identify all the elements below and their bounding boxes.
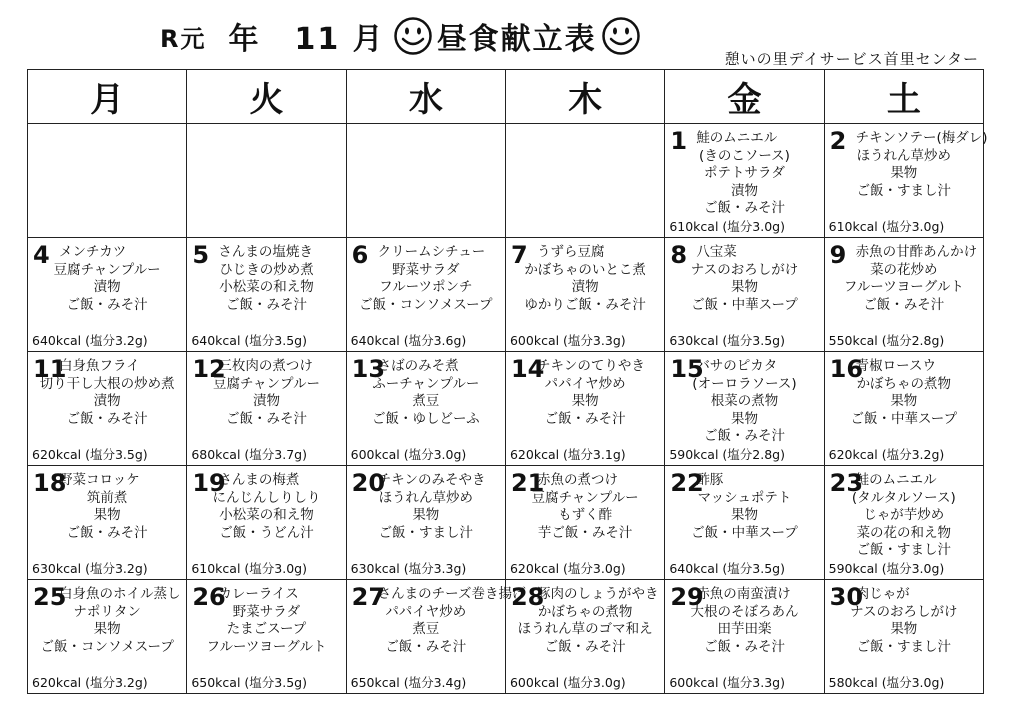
day-number: 11 <box>33 355 67 383</box>
menu-item: にんじんしりしり <box>212 489 321 506</box>
day-number: 8 <box>670 241 688 269</box>
day-cell <box>824 238 983 352</box>
menu-item: ひじきの炒め煮 <box>219 261 314 278</box>
menu-list <box>825 238 983 314</box>
menu-item: 煮豆 <box>412 621 440 637</box>
menu-item: 小松菜の和え物 <box>219 279 314 295</box>
calorie-salt-info: 630kcal (塩分3.5g) <box>669 333 785 348</box>
menu-item: ご飯・すまし汁 <box>378 524 474 541</box>
calorie-salt-info: 650kcal (塩分3.5g) <box>191 675 307 690</box>
menu-item: ご飯・みそ汁 <box>66 524 148 541</box>
menu-item: 野菜サラダ <box>392 261 460 278</box>
day-cell <box>28 352 187 466</box>
calorie-salt-info: 620kcal (塩分3.2g) <box>828 447 945 462</box>
day-cell <box>665 238 824 352</box>
empty-day-cell <box>505 124 664 238</box>
day-number: 7 <box>510 241 528 269</box>
day-cell <box>824 580 983 694</box>
weekday-header: 土 <box>824 70 983 124</box>
calorie-salt-info: 640kcal (塩分3.5g) <box>669 561 785 576</box>
calorie-salt-info: 590kcal (塩分2.8g) <box>669 447 785 462</box>
calorie-salt-info: 640kcal (塩分3.5g) <box>191 333 307 348</box>
menu-item: 肉じゃが <box>855 586 910 602</box>
smiley-face-icon <box>393 16 433 56</box>
week-row <box>28 352 984 466</box>
menu-item: 白身魚のホイル蒸し <box>59 586 181 602</box>
menu-list <box>187 238 345 314</box>
menu-item: ご飯・コンソメスープ <box>359 296 493 313</box>
menu-item: ご飯・みそ汁 <box>703 638 785 655</box>
menu-item: ポテトサラダ <box>704 165 785 181</box>
menu-item: ご飯・みそ汁 <box>863 296 945 313</box>
menu-item: 果物 <box>93 621 121 637</box>
menu-item: ご飯・コンソメスープ <box>40 638 174 655</box>
menu-item: チキンソテー(梅ダレ) <box>855 130 988 146</box>
menu-item: 果物 <box>890 393 918 409</box>
day-number: 19 <box>192 469 226 497</box>
menu-item: 赤魚の南蛮漬け <box>696 586 791 602</box>
menu-item: ふーチャンプルー <box>372 375 480 392</box>
menu-item: パパイヤ炒め <box>544 375 626 392</box>
day-number: 6 <box>351 241 369 269</box>
menu-item: さばのみそ煮 <box>377 358 459 374</box>
menu-item: もずく酢 <box>558 507 613 523</box>
day-cell <box>346 580 526 694</box>
menu-list <box>506 238 664 314</box>
day-number: 30 <box>829 583 864 611</box>
calorie-salt-info: 580kcal (塩分3.0g) <box>828 675 945 690</box>
menu-item: (オーロラソース) <box>692 375 797 392</box>
menu-item: 田芋田楽 <box>717 621 772 637</box>
menu-list <box>28 238 186 314</box>
week-row <box>28 466 984 580</box>
menu-item: 白身魚フライ <box>59 358 140 374</box>
menu-item: ご飯・みそ汁 <box>703 428 785 444</box>
menu-item: かぼちゃのいとこ煮 <box>524 261 646 278</box>
menu-item: ナスのおろしがけ <box>850 603 958 620</box>
weekday-header: 水 <box>346 70 505 124</box>
calorie-salt-info: 600kcal (塩分3.0g) <box>350 447 467 462</box>
menu-item: 果物 <box>730 507 758 523</box>
menu-item: 根菜の煮物 <box>710 393 779 409</box>
menu-item: ご飯・中華スープ <box>691 296 798 313</box>
menu-item: パパイヤ炒め <box>385 603 467 620</box>
day-number: 14 <box>510 355 545 383</box>
menu-item: さんまのチーズ巻き揚げ <box>377 586 526 602</box>
menu-item: ナポリタン <box>73 603 141 620</box>
menu-item: ご飯・中華スープ <box>691 524 798 541</box>
menu-item: 野菜コロッケ <box>59 472 140 488</box>
day-cell <box>665 124 824 238</box>
day-cell <box>824 466 983 580</box>
menu-item: ご飯・みそ汁 <box>544 410 626 427</box>
menu-item: 青椒ロースウ <box>855 358 936 374</box>
day-cell <box>505 580 664 694</box>
menu-item: 豆腐チャンプルー <box>531 489 639 506</box>
day-cell <box>505 238 664 352</box>
empty-day-cell <box>28 124 187 238</box>
menu-item: うずら豆腐 <box>536 244 605 260</box>
day-number: 5 <box>192 241 210 269</box>
weekday-header: 月 <box>28 70 187 124</box>
menu-item: ご飯・みそ汁 <box>66 410 148 427</box>
menu-item: (きのこソース) <box>699 147 790 164</box>
menu-item: 果物 <box>890 621 918 637</box>
menu-list <box>825 124 988 200</box>
day-cell <box>346 352 505 466</box>
day-number: 18 <box>33 469 67 497</box>
menu-item: 鮭のムニエル <box>855 472 937 488</box>
calorie-salt-info: 630kcal (塩分3.3g) <box>350 561 467 576</box>
day-number: 1 <box>670 127 688 155</box>
facility-name: 憩いの里デイサービス首里センター <box>724 50 979 68</box>
calorie-salt-info: 590kcal (塩分3.0g) <box>828 561 945 576</box>
weekday-header: 火 <box>187 70 346 124</box>
page-title: 昼食献立表 <box>436 22 597 57</box>
menu-item: 豚肉のしょうがやき <box>536 586 659 602</box>
menu-item: ご飯・みそ汁 <box>225 296 307 313</box>
menu-item: ご飯・中華スープ <box>850 410 958 427</box>
week-row <box>28 238 984 352</box>
menu-item: 果物 <box>412 507 440 523</box>
menu-item: チキンのみそやき <box>377 472 486 488</box>
day-cell <box>28 238 187 352</box>
menu-item: ご飯・すまし汁 <box>856 542 952 558</box>
menu-item: ご飯・すまし汁 <box>856 182 952 199</box>
day-cell <box>505 352 664 466</box>
menu-item: 赤魚の甘酢あんかけ <box>855 244 978 260</box>
menu-item: 八宝菜 <box>696 244 737 260</box>
calorie-salt-info: 640kcal (塩分3.2g) <box>32 333 148 348</box>
day-number: 26 <box>192 583 226 611</box>
calorie-salt-info: 610kcal (塩分3.0g) <box>191 561 307 576</box>
era-label: R元 <box>160 24 207 53</box>
menu-item: ほうれん草のゴマ和え <box>517 621 653 637</box>
menu-item: 酢豚 <box>696 472 724 488</box>
week-row <box>28 580 984 694</box>
menu-item: 豆腐チャンプルー <box>53 261 161 278</box>
menu-item: ご飯・みそ汁 <box>385 638 467 655</box>
menu-item: 果物 <box>730 410 758 427</box>
day-number: 4 <box>33 241 50 269</box>
menu-item: じゃが芋炒め <box>863 507 945 523</box>
menu-item: ゆかりご飯・みそ汁 <box>524 296 646 313</box>
menu-item: 鮭のムニエル <box>696 130 778 146</box>
menu-item: 小松菜の和え物 <box>219 507 314 523</box>
menu-item: たまごスープ <box>226 621 307 637</box>
day-number: 29 <box>670 583 704 611</box>
day-number: 13 <box>351 355 386 383</box>
calorie-salt-info: 600kcal (塩分3.3g) <box>669 675 785 690</box>
calorie-salt-info: 630kcal (塩分3.2g) <box>32 561 148 576</box>
menu-item: フルーツヨーグルト <box>843 279 964 295</box>
menu-item: 大根のそぼろあん <box>690 603 799 620</box>
menu-item: 三枚肉の煮つけ <box>218 358 313 374</box>
menu-item: (タルタルソース) <box>851 489 956 506</box>
menu-item: 豆腐チャンプルー <box>212 375 321 392</box>
menu-item: ご飯・ゆしどーふ <box>371 410 480 427</box>
day-cell <box>665 352 824 466</box>
day-cell <box>187 466 346 580</box>
menu-item: 筑前煮 <box>86 489 128 506</box>
calorie-salt-info: 600kcal (塩分3.0g) <box>509 675 626 690</box>
day-cell <box>824 352 983 466</box>
menu-item: かぼちゃの煮物 <box>856 375 952 392</box>
day-cell <box>28 466 187 580</box>
menu-item: マッシュポテト <box>697 489 792 506</box>
menu-item: 菜の花の和え物 <box>856 524 952 541</box>
calorie-salt-info: 620kcal (塩分3.2g) <box>32 675 148 690</box>
day-cell <box>187 238 346 352</box>
menu-item: 芋ご飯・みそ汁 <box>537 524 633 541</box>
menu-item: ナスのおろしがけ <box>690 261 799 278</box>
day-number: 9 <box>829 241 847 269</box>
menu-item: フルーツヨーグルト <box>206 638 327 655</box>
day-cell <box>505 466 664 580</box>
calorie-salt-info: 640kcal (塩分3.6g) <box>350 333 467 348</box>
menu-item: 果物 <box>890 165 918 181</box>
menu-item: カレーライス <box>218 586 299 602</box>
calorie-salt-info: 680kcal (塩分3.7g) <box>191 447 307 462</box>
page-header <box>0 0 1021 68</box>
empty-day-cell <box>346 124 505 238</box>
calorie-salt-info: 620kcal (塩分3.1g) <box>509 447 626 462</box>
day-number: 25 <box>33 583 67 611</box>
menu-item: さんまの梅煮 <box>218 472 300 488</box>
day-cell <box>346 238 505 352</box>
day-number: 2 <box>829 127 847 155</box>
menu-item: ご飯・みそ汁 <box>225 410 307 427</box>
menu-calendar <box>27 69 988 694</box>
menu-item: ほうれん草炒め <box>378 489 474 506</box>
menu-item: 漬物 <box>93 279 121 295</box>
menu-item: 野菜サラダ <box>232 603 301 620</box>
calorie-salt-info: 550kcal (塩分2.8g) <box>828 333 945 348</box>
menu-item: フルーツポンチ <box>379 279 473 295</box>
month-label: 11 月 <box>294 22 385 57</box>
menu-item: かぼちゃの煮物 <box>537 603 633 620</box>
week-row <box>28 124 984 238</box>
menu-item: 果物 <box>730 279 758 295</box>
menu-item: 切り干し大根の炒め煮 <box>39 375 175 392</box>
menu-item: 赤魚の煮つけ <box>536 472 618 488</box>
menu-item: 菜の花炒め <box>870 261 938 278</box>
menu-item: ご飯・みそ汁 <box>66 296 148 313</box>
menu-item: 漬物 <box>93 393 121 409</box>
menu-item: 煮豆 <box>412 393 440 409</box>
day-number: 28 <box>510 583 545 611</box>
calorie-salt-info: 610kcal (塩分3.0g) <box>669 219 785 234</box>
menu-item: 漬物 <box>252 393 280 409</box>
menu-item: ご飯・すまし汁 <box>856 638 952 655</box>
menu-item: ご飯・みそ汁 <box>544 638 626 655</box>
menu-item: ご飯・うどん汁 <box>219 524 314 541</box>
menu-list <box>665 238 823 314</box>
menu-item: 漬物 <box>571 279 599 295</box>
smiley-face-icon <box>601 16 641 56</box>
menu-item: メンチカツ <box>59 244 127 260</box>
calorie-salt-info: 620kcal (塩分3.5g) <box>32 447 148 462</box>
menu-item: バサのピカタ <box>696 358 778 374</box>
weekday-header: 木 <box>505 70 664 124</box>
weekday-header: 金 <box>665 70 824 124</box>
day-number: 27 <box>351 583 386 611</box>
empty-day-cell <box>187 124 346 238</box>
calendar-body <box>28 124 988 694</box>
day-cell <box>824 124 988 238</box>
day-cell <box>187 352 346 466</box>
day-number: 23 <box>829 469 864 497</box>
calorie-salt-info: 610kcal (塩分3.0g) <box>828 219 945 234</box>
day-number: 20 <box>351 469 386 497</box>
menu-item: 果物 <box>571 393 599 409</box>
menu-item: さんまの塩焼き <box>218 244 313 260</box>
menu-list <box>665 124 823 218</box>
menu-item: 果物 <box>93 507 121 523</box>
year-label: 年 <box>228 22 261 57</box>
day-cell <box>346 466 505 580</box>
menu-item: クリームシチュー <box>377 244 486 260</box>
menu-item: 漬物 <box>730 182 758 199</box>
day-number: 15 <box>670 355 704 383</box>
calorie-salt-info: 620kcal (塩分3.0g) <box>509 561 626 576</box>
weekday-header-row <box>28 70 984 124</box>
calorie-salt-info: 650kcal (塩分3.4g) <box>350 675 467 690</box>
menu-item: チキンのてりやき <box>536 358 645 374</box>
menu-item: ほうれん草炒め <box>856 147 952 164</box>
calorie-salt-info: 600kcal (塩分3.3g) <box>509 333 626 348</box>
day-number: 16 <box>829 355 864 383</box>
day-cell <box>665 580 824 694</box>
day-cell <box>665 466 824 580</box>
day-cell <box>187 580 346 694</box>
menu-list <box>347 238 505 314</box>
day-cell <box>28 580 187 694</box>
day-number: 22 <box>670 469 704 497</box>
day-number: 21 <box>510 469 545 497</box>
title-line <box>160 14 645 58</box>
day-number: 12 <box>192 355 226 383</box>
menu-item: ご飯・みそ汁 <box>703 200 785 216</box>
